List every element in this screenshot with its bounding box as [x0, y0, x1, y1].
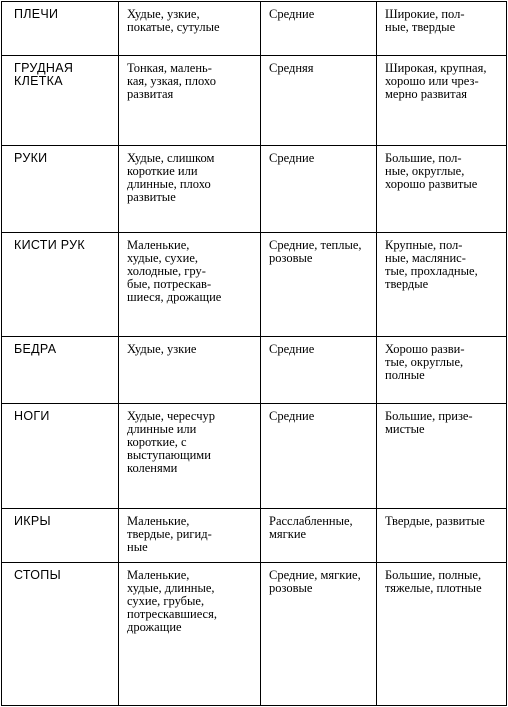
body-part-label: ИКРЫ — [2, 509, 119, 563]
table-cell: Большие, пол- ные, округлые, хорошо развитые — [377, 146, 507, 233]
table-row — [2, 563, 507, 706]
body-part-label: ГРУДНАЯ КЛЕТКА — [2, 56, 119, 146]
table-row — [2, 337, 507, 404]
table-cell: Средние, теплые, розовые — [261, 233, 377, 337]
table-row — [2, 146, 507, 233]
table-cell: Худые, слишком короткие или длинные, плохо развитые — [119, 146, 261, 233]
table-cell: Средние — [261, 146, 377, 233]
table-cell: Маленькие, твердые, ригид- ные — [119, 509, 261, 563]
body-part-label: СТОПЫ — [2, 563, 119, 706]
table-cell: Средняя — [261, 56, 377, 146]
table-cell: Худые, узкие — [119, 337, 261, 404]
table-row — [2, 56, 507, 146]
table-cell: Средние, мягкие, розовые — [261, 563, 377, 706]
body-type-table — [1, 1, 507, 706]
table-cell: Маленькие, худые, длинные, сухие, грубые, потрескавшиеся, дрожащие — [119, 563, 261, 706]
table-cell: Большие, полные, тяжелые, плотные — [377, 563, 507, 706]
table-row — [2, 509, 507, 563]
table-cell: Худые, чересчур длинные или короткие, с выступающими коленями — [119, 404, 261, 509]
body-part-label: РУКИ — [2, 146, 119, 233]
body-part-label: КИСТИ РУК — [2, 233, 119, 337]
table-cell: Средние — [261, 404, 377, 509]
table-cell: Тонкая, малень- кая, узкая, плохо развитая — [119, 56, 261, 146]
table-cell: Худые, узкие, покатые, сутулые — [119, 2, 261, 56]
body-part-label: БЕДРА — [2, 337, 119, 404]
table-cell: Расслабленные, мягкие — [261, 509, 377, 563]
table-cell: Средние — [261, 2, 377, 56]
table-cell: Крупные, пол- ные, маслянис- тые, прохладные, твердые — [377, 233, 507, 337]
table-cell: Широкие, пол- ные, твердые — [377, 2, 507, 56]
table-cell: Большие, призе- мистые — [377, 404, 507, 509]
table-row — [2, 233, 507, 337]
table-cell: Хорошо разви- тые, округлые, полные — [377, 337, 507, 404]
body-part-label: ПЛЕЧИ — [2, 2, 119, 56]
table-cell: Средние — [261, 337, 377, 404]
table-row — [2, 2, 507, 56]
table-cell: Маленькие, худые, сухие, холодные, гру- бые, потрескав- шиеся, дрожащие — [119, 233, 261, 337]
body-part-label: НОГИ — [2, 404, 119, 509]
table-cell: Широкая, крупная, хорошо или чрез- мерно развитая — [377, 56, 507, 146]
table-cell: Твердые, развитые — [377, 509, 507, 563]
table-row — [2, 404, 507, 509]
